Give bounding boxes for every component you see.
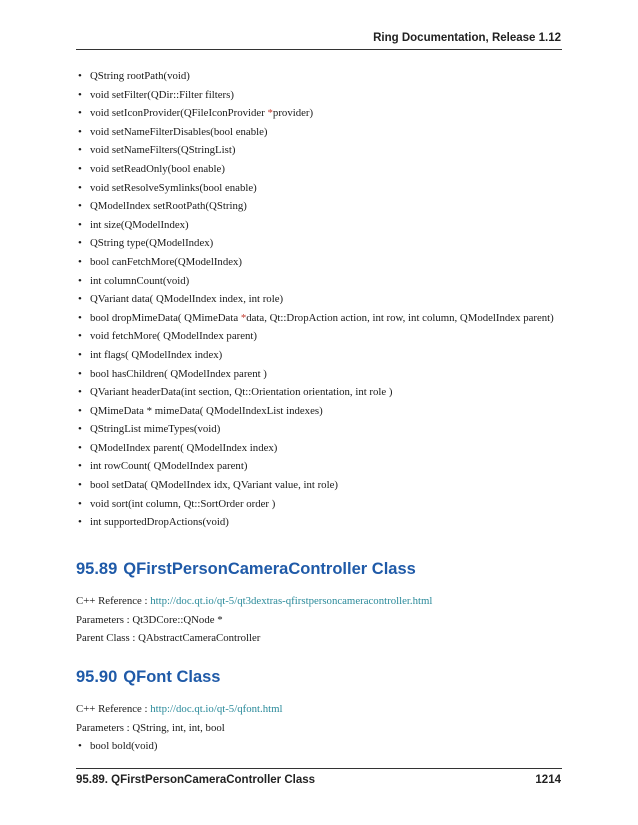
method-item: • void fetchMore( QModelIndex parent) [76,327,562,346]
method-item: • void sort(int column, Qt::SortOrder order ) [76,495,562,514]
cpp-reference-line [76,595,432,607]
section-number: 95.90 [76,668,118,686]
footer-rule [76,768,562,769]
method-item: • bool bold(void) [76,737,157,756]
method-item: • void setReadOnly(bool enable) [76,160,562,179]
method-item: • void setResolveSymlinks(bool enable) [76,179,562,198]
method-item: • QModelIndex setRootPath(QString) [76,197,562,216]
running-header: Ring Documentation, Release 1.12 [373,32,561,44]
section-number: 95.89 [76,560,118,578]
method-item: • int size(QModelIndex) [76,216,562,235]
method-item: • QString rootPath(void) [76,67,562,86]
method-item: • void setIconProvider(QFileIconProvider *provider) [76,104,562,123]
method-item: • int supportedDropActions(void) [76,513,562,532]
parameters-line: Parameters : QString, int, int, bool [76,722,225,734]
cpp-reference-link[interactable]: http://doc.qt.io/qt-5/qfont.html [150,703,283,715]
method-item: • bool setData( QModelIndex idx, QVariant value, int role) [76,476,562,495]
footer-section-title: 95.89. QFirstPersonCameraController Class [76,774,316,786]
method-item: • QStringList mimeTypes(void) [76,420,562,439]
method-item: • QString type(QModelIndex) [76,234,562,253]
method-item: • void setNameFilterDisables(bool enable) [76,123,562,142]
method-item: • QModelIndex parent( QModelIndex index) [76,439,562,458]
method-item: • void setFilter(QDir::Filter filters) [76,86,562,105]
parent-class-line: Parent Class : QAbstractCameraController [76,632,261,644]
cpp-reference-line [76,703,283,715]
method-item: • int flags( QModelIndex index) [76,346,562,365]
section-title: QFont Class [123,668,221,686]
section-heading-qfirstpersoncameracontroller[interactable] [76,560,416,579]
method-item: • bool canFetchMore(QModelIndex) [76,253,562,272]
method-item: • int columnCount(void) [76,272,562,291]
method-item: • int rowCount( QModelIndex parent) [76,457,562,476]
page-number: 1214 [535,774,561,786]
pointer-star: * [267,107,273,120]
pointer-star: * [240,311,247,324]
section-title: QFirstPersonCameraController Class [123,560,416,578]
header-rule [76,49,562,50]
cpp-reference-label: C++ Reference : [76,595,151,607]
parameters-line: Parameters : Qt3DCore::QNode * [76,614,223,626]
method-item: • void setNameFilters(QStringList) [76,141,562,160]
method-list [76,67,562,532]
method-item: • QVariant headerData(int section, Qt::Orientation orientation, int role ) [76,383,562,402]
section-heading-qfont[interactable] [76,668,220,687]
cpp-reference-label: C++ Reference : [76,703,151,715]
method-item: • bool dropMimeData( QMimeData *data, Qt::DropAction action, int row, int column, QModelIndex parent) [76,309,562,328]
qfont-method-list [76,737,157,756]
method-item: • QVariant data( QModelIndex index, int role) [76,290,562,309]
method-item: • bool hasChildren( QModelIndex parent ) [76,365,562,384]
cpp-reference-link[interactable]: http://doc.qt.io/qt-5/qt3dextras-qfirstpersoncameracontroller.html [150,595,433,607]
method-item: • QMimeData * mimeData( QModelIndexList indexes) [76,402,562,421]
